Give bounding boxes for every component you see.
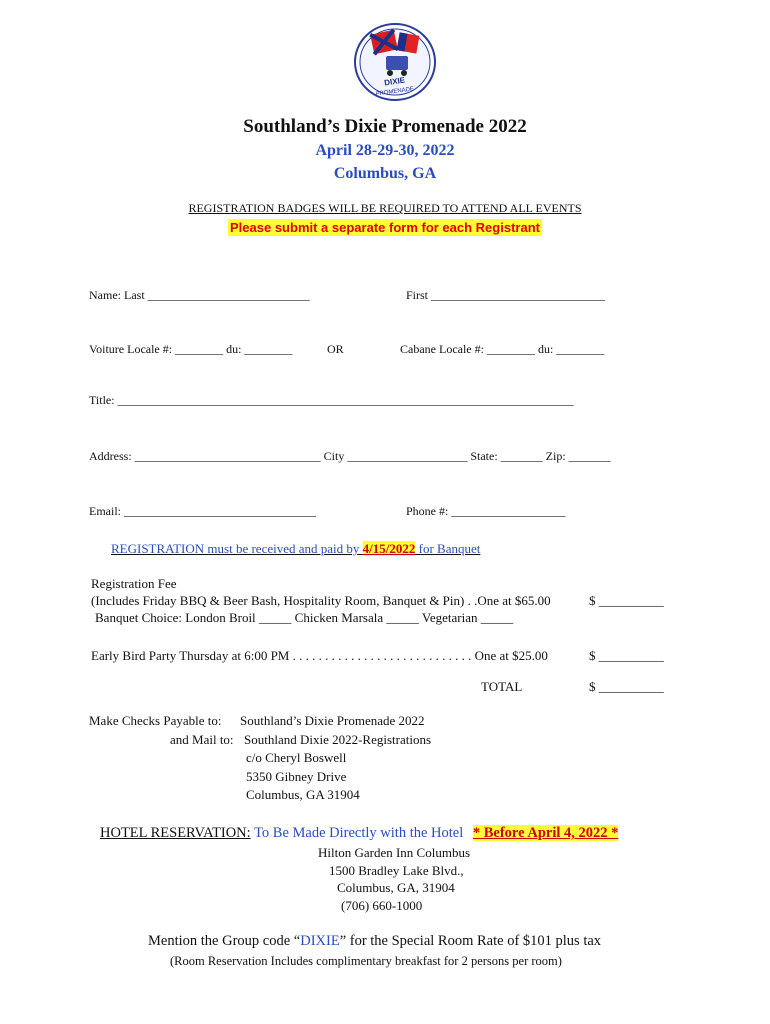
deadline-date: 4/15/2022 [362,541,416,556]
email-field[interactable]: Email: ________________________________ [89,504,316,518]
early-bird-amount-field[interactable]: $ __________ [589,648,664,663]
deadline-text-after: for Banquet [415,541,481,556]
svg-text:PROMENADE: PROMENADE [375,86,415,98]
registration-amount-field[interactable]: $ __________ [589,593,664,608]
event-location: Columbus, GA [333,165,437,182]
hotel-phone: (706) 660-1000 [341,898,423,913]
phone-field[interactable]: Phone #: ___________________ [406,504,566,518]
hotel-street: 1500 Bradley Lake Blvd., [329,863,464,878]
registration-fee-label: Registration Fee [91,576,177,591]
payable-to: Southland’s Dixie Promenade 2022 [240,713,425,728]
page-title: Southland’s Dixie Promenade 2022 [243,116,527,137]
separate-form-notice [0,219,770,237]
mail-line-1: Southland Dixie 2022-Registrations [244,732,432,747]
mail-line-3: 5350 Gibney Drive [246,769,347,784]
hotel-reservation-line [100,825,618,842]
group-code-before: Mention the Group code “ [148,933,301,949]
first-name-field[interactable]: First _____________________________ [406,288,606,302]
voiture-locale-field[interactable]: Voiture Locale #: ________ du: ________ [89,342,293,356]
mail-line-2: c/o Cheryl Boswell [246,750,347,765]
early-bird-party: Early Bird Party Thursday at 6:00 PM . . . . . . . . . . . . . . . . . . . . . . . . . . . . One at $25.00 [91,648,548,663]
deadline-text-before: REGISTRATION must be received and paid by [111,541,363,556]
group-code: DIXIE [300,933,340,949]
mail-line-4: Columbus, GA 31904 [246,787,360,802]
hotel-label: HOTEL RESERVATION: [100,825,251,841]
total-amount-field[interactable]: $ __________ [589,679,664,694]
last-name-field[interactable]: Name: Last ___________________________ [89,288,310,302]
badge-notice: REGISTRATION BADGES WILL BE REQUIRED TO ATTEND ALL EVENTS [188,201,582,215]
group-code-line [148,933,601,950]
cabane-locale-field[interactable]: Cabane Locale #: ________ du: ________ [400,342,605,356]
group-code-after: ” for the Special Room Rate of $101 plus tax [339,933,602,949]
payable-label: Make Checks Payable to: [89,713,222,728]
registration-includes: (Includes Friday BBQ & Beer Bash, Hospitality Room, Banquet & Pin) . .One at $65.00 [91,593,551,608]
address-field[interactable]: Address: _______________________________ City ____________________ State: _______ Zip: _______ [89,449,611,463]
mail-label: and Mail to: [170,732,234,747]
total-label: TOTAL [481,679,523,694]
hotel-city: Columbus, GA, 31904 [337,880,455,895]
dixie-promenade-logo [350,18,440,103]
registration-deadline [111,541,480,557]
hotel-instruction: To Be Made Directly with the Hotel [254,825,464,841]
banquet-choice[interactable]: Banquet Choice: London Broil _____ Chicken Marsala _____ Vegetarian _____ [95,610,514,625]
title-field[interactable]: Title: ____________________________________________________________________________ [89,393,574,407]
breakfast-note: (Room Reservation Includes complimentary breakfast for 2 persons per room) [170,954,562,968]
svg-text:DIXIE: DIXIE [383,75,406,88]
hotel-name: Hilton Garden Inn Columbus [318,845,471,860]
or-label: OR [327,342,344,356]
separate-form-text: Please submit a separate form for each Registrant [230,220,540,235]
hotel-deadline: * Before April 4, 2022 * [472,825,619,841]
event-dates: April 28-29-30, 2022 [315,142,455,159]
